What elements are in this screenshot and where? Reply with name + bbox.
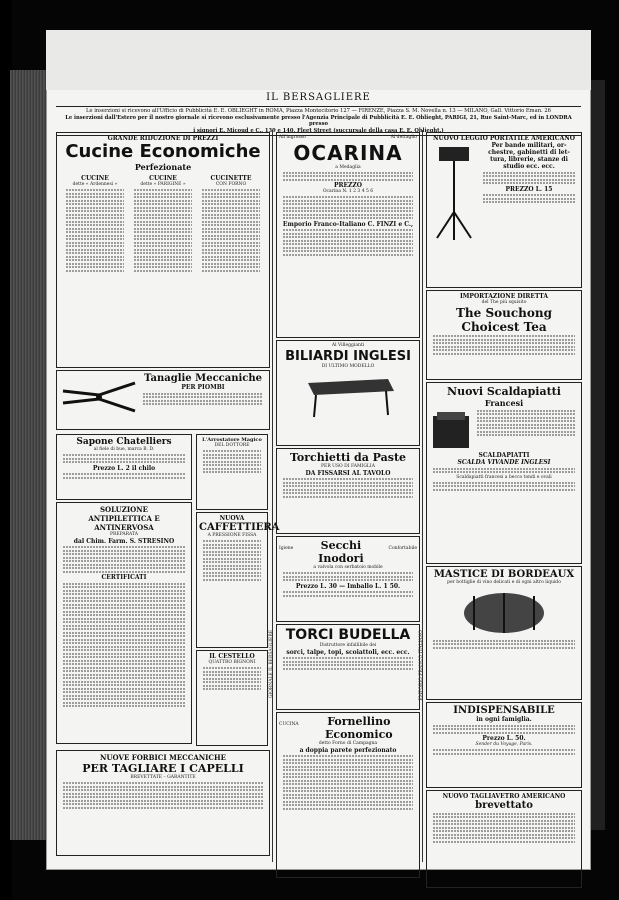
tagliavetro-title: NUOVO TAGLIAVETRO AMERICANO (442, 793, 566, 800)
side-print-left: GIORNALE IL BERSAGLIERE (269, 630, 274, 699)
torci-subtitle: Distruttore infallibile dei (319, 643, 377, 648)
ad-torchietti (276, 448, 420, 534)
ad-cucine-economiche (56, 132, 270, 368)
ad-tanaglie (56, 370, 270, 430)
fornellino-subtitle-2: a doppia parete perfezionato (299, 746, 397, 754)
scaldapiatti-subtitle: Francesi (484, 398, 524, 408)
forbici-title: NUOVE FORBICI MECCANICHE (100, 753, 226, 762)
ad-cestello (196, 650, 268, 746)
torci-title: TORCI BUDELLA (285, 627, 411, 643)
biliardi-title: BILIARDI INGLESI (285, 348, 411, 364)
cucine-col1-subheading: dette « Ardennesi » (72, 182, 118, 187)
cestello-title: IL CESTELLO (209, 653, 255, 660)
indispensabile-subtitle: in ogni famiglia. (476, 716, 532, 723)
ad-secchi (276, 536, 420, 622)
tanaglie-subtitle: PER PIOMBI (181, 384, 225, 391)
tanaglie-title: Tanaglie Meccaniche (143, 373, 263, 384)
forbici-subtitle: BREVETTATE – GARANTITE (130, 775, 196, 780)
music-stand-icon (429, 142, 479, 242)
soluzione-certificates: CERTIFICATI (101, 574, 147, 582)
ocarina-title: OCARINA (293, 140, 403, 165)
soluzione-title: SOLUZIONE (99, 505, 148, 514)
notice-line-2: Le inserzioni dall'Estero per il nostro giornale si ricevono esclusivamente presso l'Agenzia Principale di Pubblicità E. E. Oblieght, PARIGI, 21, Rue Saint-Marc, ed in LONDRA presso (65, 114, 572, 127)
ad-indispensabile (426, 702, 582, 788)
secchi-title: Secchi Inodori (318, 539, 364, 565)
ocarina-emporio: Emporio Franco-Italiano C. FINZI e C., (282, 220, 414, 228)
fornellino-title: Fornellino Economico (325, 715, 393, 741)
scaldapiatti-title: Nuovi Scaldapiatti (447, 385, 561, 398)
column-right (424, 130, 584, 862)
torchietti-title: Torchietti da Paste (289, 451, 407, 464)
soluzione-author: dal Chim. Farm. S. STRESINO (73, 537, 175, 545)
sapone-title: Sapone Chatelliers (76, 437, 172, 447)
newspaper-page (46, 30, 591, 870)
forbici-title-2: PER TAGLIARE I CAPELLI (82, 762, 244, 775)
caffettiera-subtitle: A PRESSIONE FISSA (207, 533, 257, 538)
cucine-pretitle: GRANDE RIDUZIONE DI PREZZI (107, 135, 219, 142)
leggio-title: NUOVO LEGGIO PORTATILE AMERICANO (433, 135, 575, 142)
arrostatore-subtitle: DEL DOTTORE (214, 443, 250, 448)
souchong-title: The Souchong Choicest Tea (455, 305, 552, 334)
side-print-right: EMPORIO FRANCO ITALIANO (419, 630, 424, 701)
notice-line-1: Le inserzioni si ricevono all'Ufficio di Pubblicità E. E. OBLIEGHT in ROMA, Piazza Montecitorio 127 — FIRENZE, Piazza S. M. Novella n. 13 — MILANO, Gall. Vittorio Eman. 26 (86, 108, 551, 114)
ocarina-price-line: Ocarina N. 1 2 3 4 5 6 (322, 189, 374, 195)
soluzione-prepared: PREPARATA (110, 532, 138, 537)
billiard-table-icon (298, 371, 398, 421)
secchi-subtitle: a valvola con serbatoio mobile (313, 565, 383, 570)
ad-fornellino (276, 712, 420, 878)
secchi-tag: Confortabile (388, 546, 417, 551)
leggio-line-2: chestre, gabinetti di let- (488, 149, 570, 156)
leggio-line-4: studio ecc. ecc. (503, 163, 555, 170)
ad-biliardi (276, 340, 420, 446)
ad-mastice-bordeaux (426, 566, 582, 700)
souchong-subtitle: del The più squisito (481, 300, 527, 305)
blank-top-margin (46, 30, 591, 90)
leggio-price: PREZZO L. 15 (505, 185, 553, 193)
barrel-icon (454, 588, 554, 638)
bordeaux-subtitle: per bottiglie di vino delicati e di ogni altro liquido (447, 580, 561, 585)
ad-caffettiera (196, 512, 280, 648)
souchong-pretitle: IMPORTAZIONE DIRETTA (459, 293, 549, 300)
masthead: IL BERSAGLIERE (266, 92, 371, 103)
scaldapiatti-label-2: SCALDA VIVANDE INGLESI (457, 459, 551, 466)
cucine-col2-heading: CUCINE (149, 175, 177, 182)
fornellino-subtitle: detto Forno di Campagna (318, 741, 378, 746)
ad-arrostatore (196, 434, 268, 510)
cucine-title: Cucine Economiche (65, 141, 261, 162)
sapone-price: Prezzo L. 2 il chilo (92, 464, 156, 472)
cucine-subtitle: Perfezionate (134, 162, 192, 172)
torchietti-subtitle-2: DA FISSARSI AL TAVOLO (305, 469, 391, 477)
indispensabile-note: Sender du Voyage, Paris. (475, 742, 533, 747)
biliardi-subtitle: DI ULTIMO MODELLO (321, 363, 375, 369)
caffettiera-title: CAFFETTIERA (199, 522, 280, 533)
ocarina-subtitle: a Medaglia (335, 164, 361, 170)
plate-warmer-icon (429, 408, 473, 452)
torci-subtitle-2: sorci, talpe, topi, scoiattoli, ecc. ecc. (286, 648, 410, 656)
secchi-pretitle: Igiene (279, 546, 294, 551)
ad-forbici (56, 750, 270, 856)
ocarina-price-heading: PREZZO (333, 182, 363, 190)
ad-torci-budella (276, 624, 420, 710)
soluzione-title-2: ANTIPILETTICA E ANTINERVOSA (88, 514, 160, 532)
indispensabile-title: INDISPENSABILE (453, 705, 555, 716)
pliers-icon (59, 373, 139, 421)
scaldapiatti-tail: Scaldapiatti francesi a becco tondi e ovali (456, 474, 552, 480)
column-middle (274, 130, 423, 862)
cucine-col3-heading: CUCINETTE (210, 175, 252, 182)
cestello-subtitle: QUATTRO BIGNONI (208, 660, 256, 665)
ocarina-retail: Al dettaglio (390, 135, 417, 140)
ocarina-wholesale: All'ingrosso (279, 135, 306, 140)
ad-leggio (426, 132, 582, 288)
cucine-col1-heading: CUCINE (81, 175, 109, 182)
column-left (54, 130, 280, 862)
torchietti-subtitle: PER USO DI FAMIGLIA (321, 464, 375, 469)
indispensabile-price: Prezzo L. 50. (482, 735, 526, 742)
leggio-line-3: tura, librerie, stanze di (490, 156, 568, 163)
notice-line-3: i signori E. Micoud e C., 139 e 140, Fleet Street (succursale della casa E. E. Oblieght.) (193, 127, 444, 134)
ad-ocarina (276, 132, 420, 338)
arrostatore-title: L'Arrostatore Magico (202, 437, 262, 443)
ad-sapone (56, 434, 192, 500)
bordeaux-title: MASTICE DI BORDEAUX (433, 569, 575, 580)
ad-scaldapiatti (426, 382, 582, 564)
caffettiera-pretitle: NUOVA (219, 515, 245, 522)
tagliavetro-subtitle: brevettato (475, 800, 533, 811)
fornellino-label: CUCINA (279, 722, 299, 727)
secchi-price: Prezzo L. 30 — Imballo L. 1 50. (295, 582, 401, 590)
cucine-col3-subheading: CON FORNO (215, 182, 247, 187)
ad-tagliavetro (426, 790, 582, 888)
biliardi-pretitle: Al Villeggianti (331, 343, 365, 348)
ad-soluzione (56, 502, 192, 744)
sapone-subtitle: al fiele di bue, marca B. D. (93, 447, 155, 452)
cucine-col2-subheading: dette « PARIGINE » (140, 182, 186, 187)
scaldapiatti-label: SCALDAPIATTI (478, 452, 530, 459)
leggio-line-1: Per bande militari, or- (491, 142, 567, 149)
ad-souchong-tea (426, 290, 582, 380)
